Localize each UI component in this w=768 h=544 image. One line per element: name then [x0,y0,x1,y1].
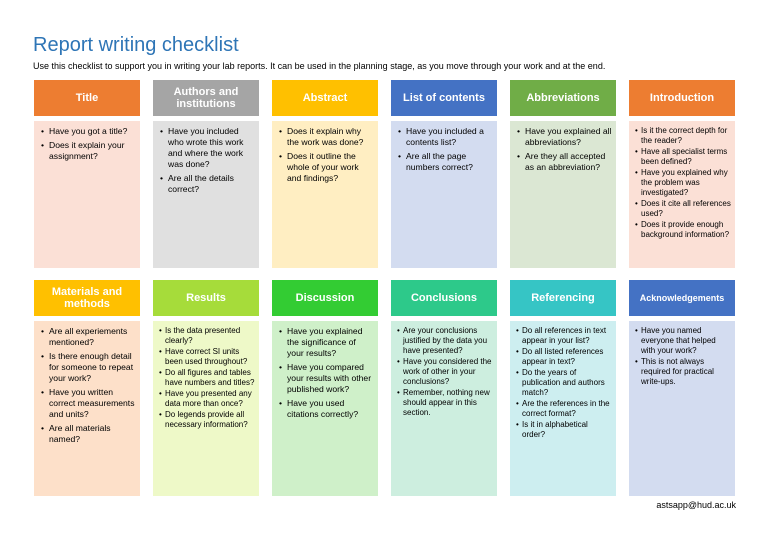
card-body-referencing [510,321,616,496]
card-list-of-contents [391,80,497,268]
checklist-item: • Have you named everyone that helped with your work? [635,326,731,356]
checklist-item: • Have you explained why the problem was investigated? [635,168,731,198]
checklist-item: • Have you considered the work of other in your conclusions? [397,357,493,387]
card-body-abbreviations [510,121,616,268]
contact-email: astsapp@hud.ac.uk [656,500,736,510]
checklist-item: • Do all references in text appear in your list? [516,326,612,346]
card-body-materials [34,321,140,496]
card-body-discussion [272,321,378,496]
card-header-discussion: Discussion [272,280,378,316]
checklist-item: • Do all listed references appear in text? [516,347,612,367]
checklist-item: • Is the data presented clearly? [159,326,255,346]
checklist-item: • Does it explain why the work was done? [278,126,374,148]
checklist-item: • Does it explain your assignment? [40,140,136,162]
card-introduction [629,80,735,268]
checklist-item: • Are all materials named? [40,423,136,445]
checklist-item: • Have you included a contents list? [397,126,493,148]
card-conclusions [391,280,497,496]
card-header-materials: Materials and methods [34,280,140,316]
checklist-item: • Have you used citations correctly? [278,398,374,420]
checklist-item: • Have you presented any data more than once? [159,389,255,409]
card-header-abbreviations: Abbreviations [510,80,616,116]
checklist-item: • Do legends provide all necessary information? [159,410,255,430]
checklist-item: • Is there enough detail for someone to repeat your work? [40,351,136,384]
checklist-item: • Is it the correct depth for the reader? [635,126,731,146]
card-header-contents: List of contents [391,80,497,116]
checklist-item: • Do the years of publication and authors match? [516,368,612,398]
checklist-item: • Are they all accepted as an abbreviation? [516,151,612,173]
card-abstract [272,80,378,268]
card-referencing [510,280,616,496]
card-header-abstract: Abstract [272,80,378,116]
checklist-item: • Are your conclusions justified by the data you have presented? [397,326,493,356]
checklist-item: • Have you compared your results with other published work? [278,362,374,395]
card-body-contents [391,121,497,268]
card-header-results: Results [153,280,259,316]
card-results [153,280,259,496]
checklist-item: • Have you explained all abbreviations? [516,126,612,148]
card-title [34,80,140,268]
card-acknowledgements [629,280,735,496]
checklist-item: • Are the references in the correct format? [516,399,612,419]
card-header-title: Title [34,80,140,116]
card-body-authors [153,121,259,268]
checklist-item: • Are all the page numbers correct? [397,151,493,173]
checklist-item: • Have you written correct measurements and units? [40,387,136,420]
card-body-acknowledgements [629,321,735,496]
checklist-item: • Does it cite all references used? [635,199,731,219]
card-discussion [272,280,378,496]
page-subtitle: Use this checklist to support you in writing your lab reports. It can be used in the planning stage, as you move through your work and at the end. [33,61,606,71]
checklist-item: • Have all specialist terms been defined? [635,147,731,167]
card-header-acknowledgements: Acknowledgements [629,280,735,316]
checklist-item: • Have you included who wrote this work and where the work was done? [159,126,255,170]
checklist-item: • Are all experiements mentioned? [40,326,136,348]
card-header-conclusions: Conclusions [391,280,497,316]
card-header-introduction: Introduction [629,80,735,116]
page-title: Report writing checklist [33,34,239,56]
checklist-item: • This is not always required for practical write-ups. [635,357,731,387]
card-body-results [153,321,259,496]
card-body-abstract [272,121,378,268]
checklist-item: • Are all the details correct? [159,173,255,195]
checklist-item: • Remember, nothing new should appear in this section. [397,388,493,418]
checklist-item: • Is it in alphabetical order? [516,420,612,440]
checklist-item: • Does it outline the whole of your work and findings? [278,151,374,184]
checklist-item: • Do all figures and tables have numbers and titles? [159,368,255,388]
card-materials-methods [34,280,140,496]
checklist-item: • Have correct SI units been used throughout? [159,347,255,367]
card-body-title [34,121,140,268]
card-header-referencing: Referencing [510,280,616,316]
checklist-item: • Does it provide enough background information? [635,220,731,240]
card-body-introduction [629,121,735,268]
card-authors [153,80,259,268]
checklist-item: • Have you explained the significance of your results? [278,326,374,359]
checklist-grid [34,80,735,496]
card-abbreviations [510,80,616,268]
card-header-authors: Authors and institutions [153,80,259,116]
checklist-item: • Have you got a title? [40,126,136,137]
card-body-conclusions [391,321,497,496]
